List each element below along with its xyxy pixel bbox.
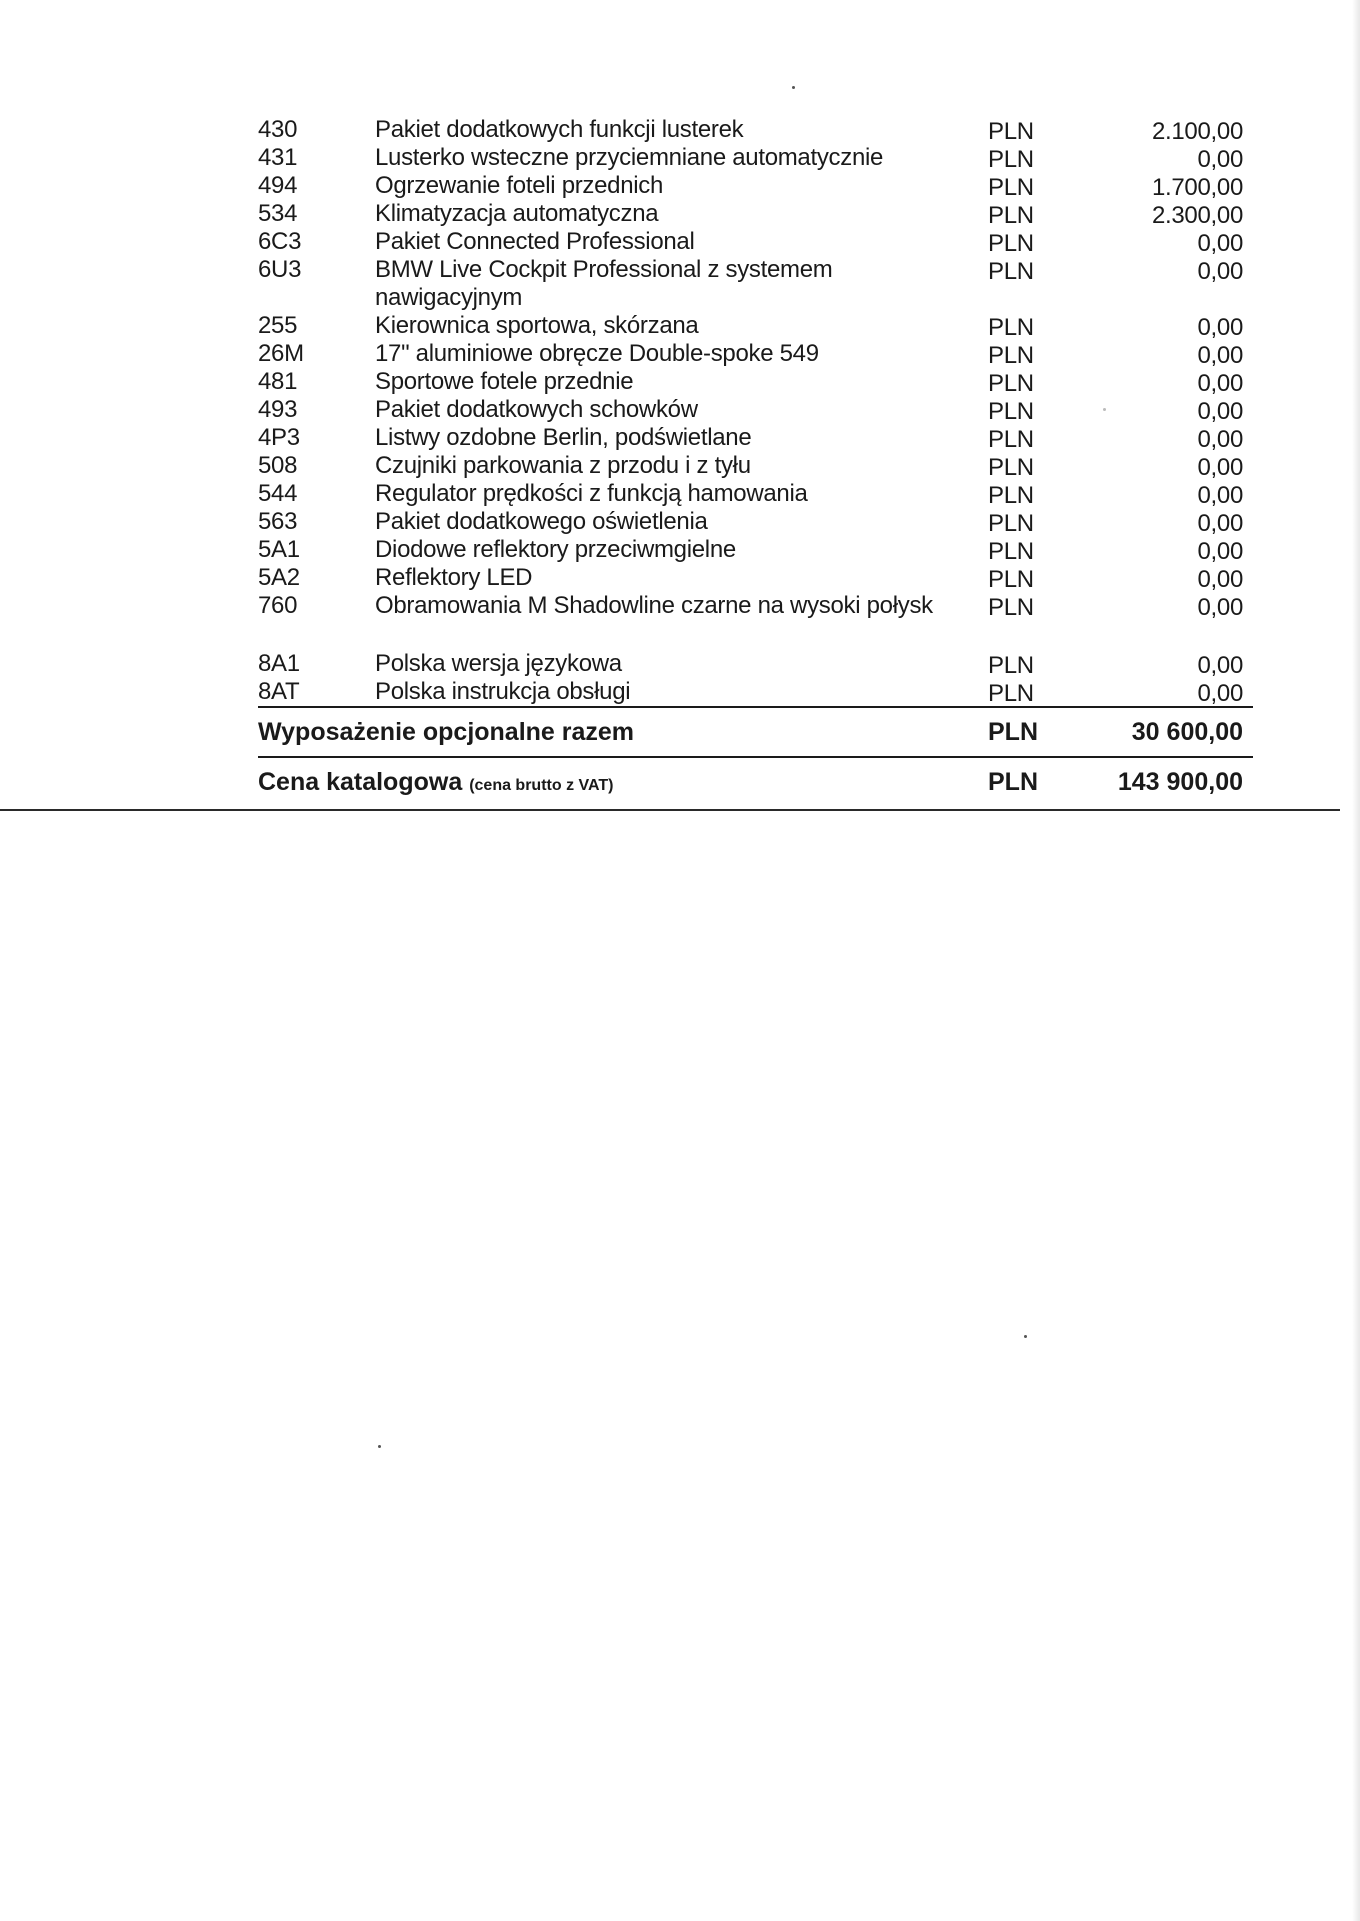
- option-amount: 0,00: [1197, 454, 1243, 481]
- option-code: 5A2: [258, 564, 300, 591]
- option-code: 431: [258, 144, 298, 171]
- option-currency: PLN: [988, 538, 1034, 565]
- optional-equipment-total-row: [258, 708, 1253, 756]
- scan-speck: [1103, 408, 1106, 411]
- option-code: 430: [258, 116, 298, 143]
- option-code: 255: [258, 312, 298, 339]
- table-row: [258, 228, 1253, 256]
- option-currency: PLN: [988, 258, 1034, 285]
- option-description: Regulator prędkości z funkcją hamowania: [375, 480, 808, 507]
- option-description: BMW Live Cockpit Professional z systemem nawigacyjnym: [375, 256, 833, 311]
- table-row: [258, 200, 1253, 228]
- option-currency: PLN: [988, 398, 1034, 425]
- option-description: Pakiet dodatkowych funkcji lusterek: [375, 116, 744, 143]
- option-currency: PLN: [988, 230, 1034, 257]
- option-description: Polska wersja językowa: [375, 650, 622, 677]
- option-amount: 0,00: [1197, 482, 1243, 509]
- option-description: Listwy ozdobne Berlin, podświetlane: [375, 424, 752, 451]
- option-amount: 0,00: [1197, 370, 1243, 397]
- option-currency: PLN: [988, 314, 1034, 341]
- option-description: Pakiet dodatkowych schowków: [375, 396, 698, 423]
- page-bottom-rule: [0, 809, 1340, 811]
- option-currency: PLN: [988, 342, 1034, 369]
- option-code: 534: [258, 200, 298, 227]
- option-description: Lusterko wsteczne przyciemniane automatycznie: [375, 144, 884, 171]
- table-row: [258, 564, 1253, 592]
- table-row: [258, 424, 1253, 452]
- option-description: Reflektory LED: [375, 564, 533, 591]
- catalog-price-currency: PLN: [988, 768, 1038, 796]
- table-row: [258, 340, 1253, 368]
- table-row: [258, 172, 1253, 200]
- option-amount: 2.300,00: [1151, 202, 1243, 229]
- option-currency: PLN: [988, 118, 1034, 145]
- option-description: Diodowe reflektory przeciwmgielne: [375, 536, 736, 563]
- table-row: [258, 144, 1253, 172]
- scan-speck: [792, 86, 795, 89]
- option-description: Ogrzewanie foteli przednich: [375, 172, 664, 199]
- option-currency: PLN: [988, 454, 1034, 481]
- option-currency: PLN: [988, 146, 1034, 173]
- table-row: [258, 678, 1253, 708]
- option-currency: PLN: [988, 566, 1034, 593]
- option-code: 508: [258, 452, 298, 479]
- option-description: Kierownica sportowa, skórzana: [375, 312, 699, 339]
- catalog-price-row: [258, 758, 1253, 806]
- option-description: 17" aluminiowe obręcze Double-spoke 549: [375, 340, 819, 367]
- table-row: [258, 116, 1253, 144]
- option-currency: PLN: [988, 594, 1034, 621]
- option-amount: 0,00: [1197, 510, 1243, 537]
- option-amount: 0,00: [1197, 594, 1243, 621]
- option-amount: 1.700,00: [1151, 174, 1243, 201]
- catalog-price-label: Cena katalogowa: [258, 768, 463, 796]
- option-amount: 0,00: [1197, 258, 1243, 285]
- option-currency: PLN: [988, 680, 1034, 707]
- table-row: [258, 368, 1253, 396]
- table-row: [258, 312, 1253, 340]
- table-row: [258, 452, 1253, 480]
- table-row: [258, 650, 1253, 678]
- table-row: [258, 508, 1253, 536]
- option-amount: 0,00: [1197, 314, 1243, 341]
- option-description: Pakiet dodatkowego oświetlenia: [375, 508, 708, 535]
- option-currency: PLN: [988, 510, 1034, 537]
- option-description: Obramowania M Shadowline czarne na wysoki połysk: [375, 592, 933, 619]
- option-currency: PLN: [988, 370, 1034, 397]
- option-code: 563: [258, 508, 298, 535]
- option-amount: 0,00: [1197, 566, 1243, 593]
- option-description: Sportowe fotele przednie: [375, 368, 634, 395]
- option-amount: 0,00: [1197, 652, 1243, 679]
- option-currency: PLN: [988, 652, 1034, 679]
- option-code: 5A1: [258, 536, 300, 563]
- scan-speck: [1024, 1335, 1027, 1338]
- option-code: 494: [258, 172, 298, 199]
- option-code: 544: [258, 480, 298, 507]
- optional-total-amount: 30 600,00: [1131, 718, 1243, 746]
- option-code: 760: [258, 592, 298, 619]
- table-row: [258, 256, 1253, 312]
- option-amount: 2.100,00: [1151, 118, 1243, 145]
- table-row: [258, 592, 1253, 620]
- table-row: [258, 480, 1253, 508]
- option-currency: PLN: [988, 426, 1034, 453]
- option-code: 8AT: [258, 678, 300, 705]
- option-currency: PLN: [988, 202, 1034, 229]
- option-description: Czujniki parkowania z przodu i z tyłu: [375, 452, 751, 479]
- option-code: 8A1: [258, 650, 300, 677]
- option-amount: 0,00: [1197, 230, 1243, 257]
- option-code: 6C3: [258, 228, 302, 255]
- optional-total-label: Wyposażenie opcjonalne razem: [258, 718, 635, 746]
- option-code: 26M: [258, 340, 304, 367]
- option-amount: 0,00: [1197, 342, 1243, 369]
- option-currency: PLN: [988, 174, 1034, 201]
- page-scan-edge: [1352, 0, 1360, 1921]
- option-code: 493: [258, 396, 298, 423]
- option-code: 481: [258, 368, 298, 395]
- options-table: [258, 116, 1253, 806]
- catalog-price-amount: 143 900,00: [1117, 768, 1243, 796]
- catalog-price-note: (cena brutto z VAT): [469, 777, 614, 794]
- option-amount: 0,00: [1197, 398, 1243, 425]
- option-currency: PLN: [988, 482, 1034, 509]
- table-row: [258, 536, 1253, 564]
- option-code: 4P3: [258, 424, 300, 451]
- option-amount: 0,00: [1197, 680, 1243, 707]
- option-amount: 0,00: [1197, 426, 1243, 453]
- optional-total-currency: PLN: [988, 718, 1038, 746]
- option-amount: 0,00: [1197, 538, 1243, 565]
- option-description: Pakiet Connected Professional: [375, 228, 695, 255]
- option-description: Klimatyzacja automatyczna: [375, 200, 659, 227]
- option-description: Polska instrukcja obsługi: [375, 678, 631, 705]
- option-amount: 0,00: [1197, 146, 1243, 173]
- catalog-price-label-group: [258, 758, 958, 810]
- option-code: 6U3: [258, 256, 302, 283]
- scan-speck: [378, 1445, 381, 1448]
